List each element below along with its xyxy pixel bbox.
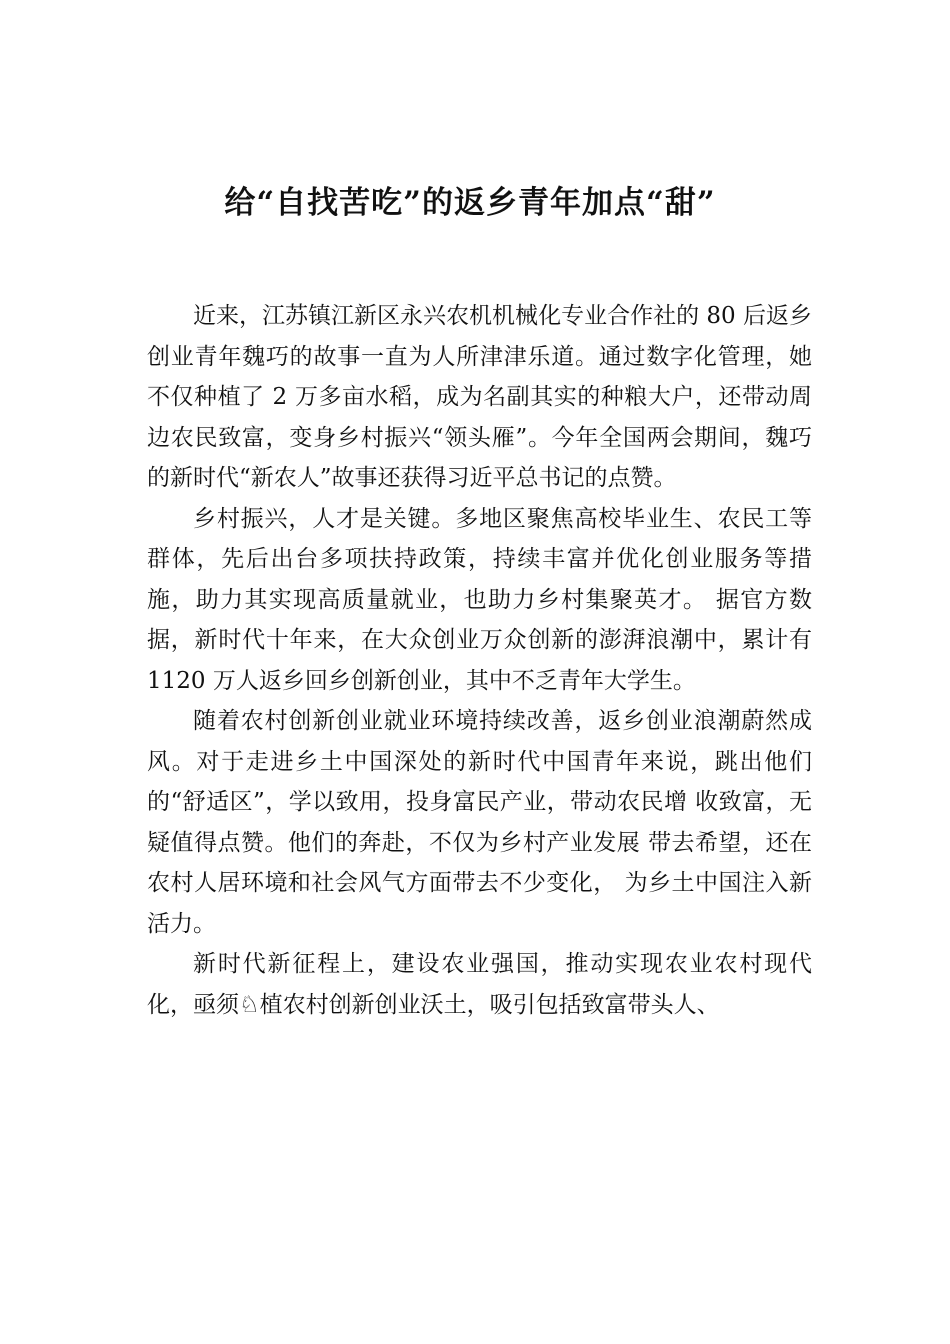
paragraph-3: 随着农村创新创业就业环境持续改善，返乡创业浪潮蔚然成风。对于走进乡土中国深处的新时代中国青年来说，跳出他们的“舒适区”，学以致用，投身富民产业，带动农民增 收致富，无疑值得点赞。他们的奔赴，不仅为乡村产业发展 带去希望，还在农村人居环境和社会风气方面带去不少变化， 为乡土中国注入新活力。 [147, 708, 812, 937]
article-title: 给“自找苦吃”的返乡青年加点“甜” [224, 185, 716, 221]
paragraph-1: 近来，江苏镇江新区永兴农机机械化专业合作社的 80 后返乡创业青年魏巧的故事一直为人所津津乐道。通过数字化管理，她不仅种植了 2 万多亩水稻，成为名副其实的种粮大户，还带动周边农民致富，变身乡村振兴“领头雁”。今年全国两会期间，魏巧的新时代“新农人”故事还获得习近平总书记的点赞。 [147, 303, 812, 491]
paragraph-2: 乡村振兴，人才是关键。多地区聚焦高校毕业生、农民工等群体，先后出台多项扶持政策，持续丰富并优化创业服务等措施，助力其实现高质量就业，也助力乡村集聚英才。 据官方数据，新时代十年来，在大众创业万众创新的澎湃浪潮中，累计有 1120 万人返乡回乡创新创业，其中不乏青年大学生。 [147, 505, 812, 694]
paragraph-4: 新时代新征程上，建设农业强国，推动实现农业农村现代化，亟须♘植农村创新创业沃土，吸引包括致富带头人、 [147, 951, 812, 1018]
article-body [147, 296, 812, 1025]
